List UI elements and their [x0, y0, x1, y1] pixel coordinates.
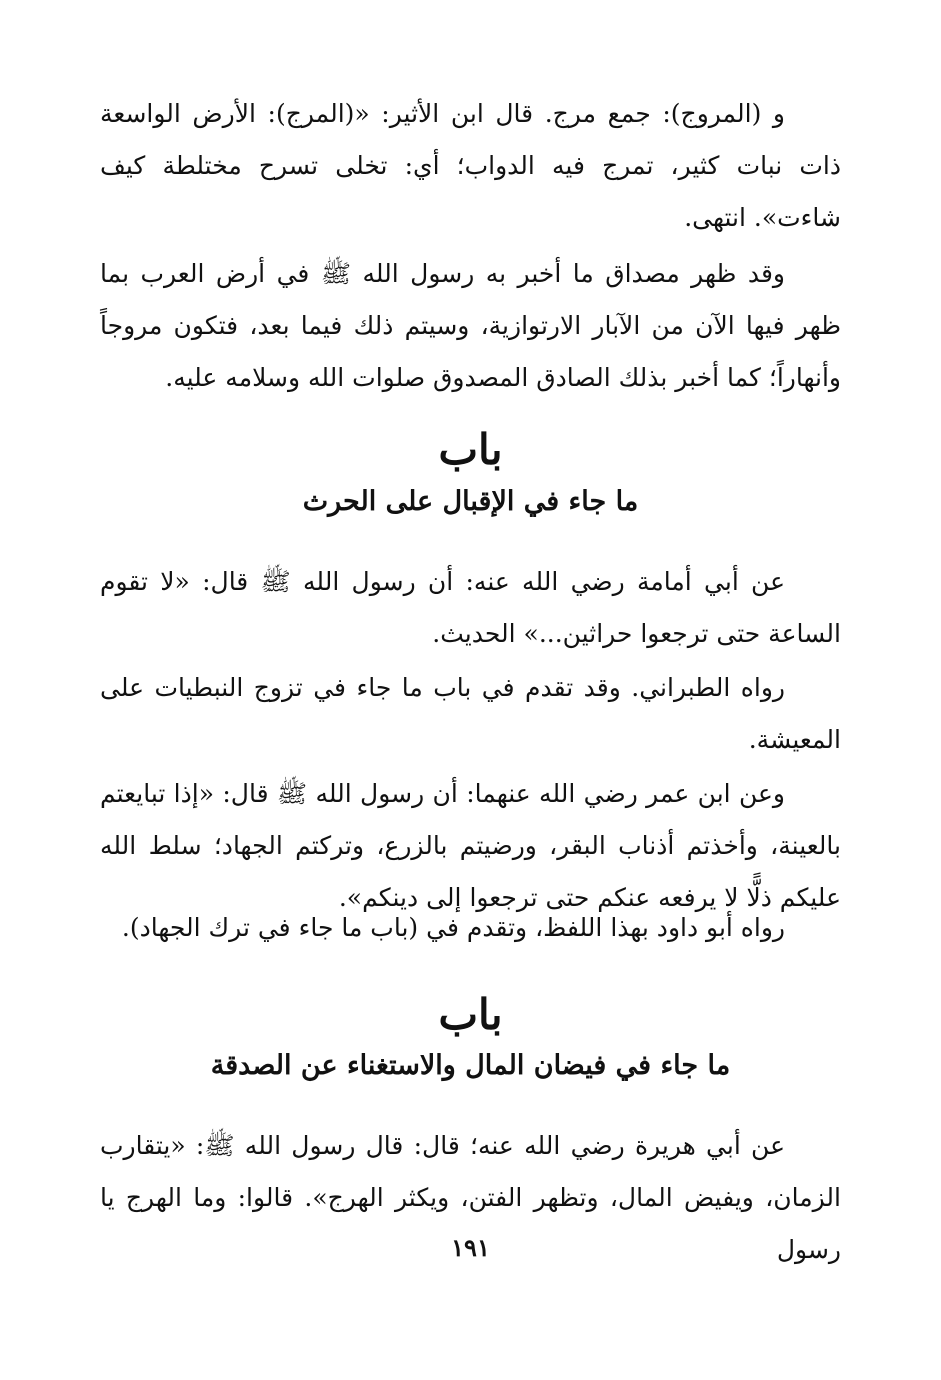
chapter-heading-bab-2: باب [438, 990, 503, 1039]
paragraph-prophecy-fulfilled: وقد ظهر مصداق ما أخبر به رسول الله ﷺ في أرض العرب بما ظهر فيها الآن من الآبار الارتوازية، وسيتم ذلك فيما بعد، فتكون مروجاً وأنهاراً؛ كما أخبر بذلك الصادق المصدوق صلوات الله وسلامه عليه. [100, 259, 841, 392]
paragraph-abu-umama-hadith: عن أبي أمامة رضي الله عنه: أن رسول الله ﷺ قال: «لا تقوم الساعة حتى ترجعوا حراثين...» الحديث. [100, 567, 841, 648]
paragraph-abu-huraira-hadith: عن أبي هريرة رضي الله عنه؛ قال: قال رسول الله ﷺ: «يتقارب الزمان، ويفيض المال، وتظهر الفتن، ويكثر الهرج». قالوا: وما الهرج يا رسول [100, 1131, 841, 1264]
paragraph-ibn-umar-hadith: وعن ابن عمر رضي الله عنهما: أن رسول الله ﷺ قال: «إذا تبايعتم بالعينة، وأخذتم أذناب البقر، ورضيتم بالزرع، وتركتم الجهاد؛ سلط الله عليكم ذلًّا لا يرفعه عنكم حتى ترجعوا إلى دينكم». [100, 779, 841, 912]
chapter-heading-bab-1: باب [438, 425, 503, 474]
paragraph-maruj-definition: و (المروج): جمع مرج. قال ابن الأثير: «(المرج): الأرض الواسعة ذات نبات كثير، تمرج فيه الدواب؛ أي: تخلى تسرح مختلطة كيف شاءت». انتهى. [100, 99, 841, 232]
paragraph-abu-dawud-narration: رواه أبو داود بهذا اللفظ، وتقدم في (باب ما جاء في ترك الجهاد). [121, 913, 785, 942]
book-page [100, 80, 841, 1320]
page-number: ١٩١ [451, 1233, 490, 1262]
chapter-title-plowing: ما جاء في الإقبال على الحرث [302, 486, 639, 517]
chapter-title-wealth-abundance: ما جاء في فيضان المال والاستغناء عن الصدقة [210, 1050, 731, 1081]
paragraph-tabarani-narration: رواه الطبراني. وقد تقدم في باب ما جاء في تزوج النبطيات على المعيشة. [100, 673, 841, 754]
